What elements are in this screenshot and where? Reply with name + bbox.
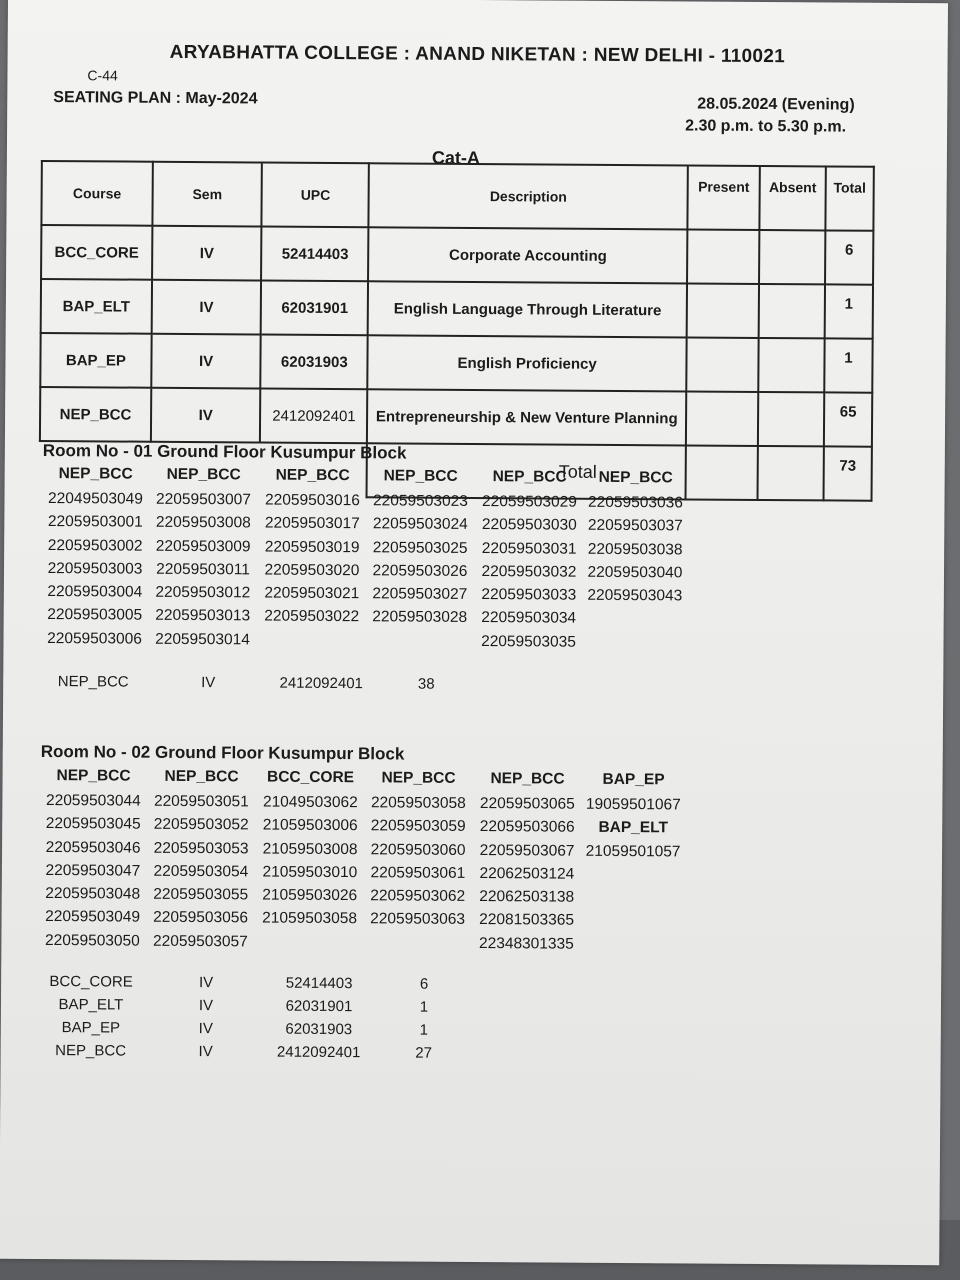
- roll-number: 22059503035: [481, 632, 576, 651]
- cell-absent: [758, 392, 824, 446]
- roll-number: 21059501057: [585, 842, 681, 861]
- roll-number: 22059503043: [587, 586, 683, 605]
- roll-number: 22059503026: [372, 562, 468, 580]
- room-summary-count: 38: [417, 675, 435, 693]
- roll-number: 21059503010: [262, 863, 358, 882]
- roll-number: 22059503013: [155, 607, 251, 625]
- roll-number: 22059503066: [479, 818, 575, 836]
- cell-present: [687, 283, 759, 338]
- roll-number: 22059503052: [153, 816, 249, 834]
- room-summary-sem: IV: [198, 1043, 213, 1061]
- roll-number: 21059503006: [262, 816, 358, 835]
- roll-number: 22059503016: [265, 491, 360, 510]
- cell-total: 6: [825, 230, 873, 284]
- cell-absent: [758, 338, 824, 392]
- summary-row: [41, 225, 873, 285]
- roll-number: 21059503026: [262, 886, 358, 905]
- summary-row: [41, 279, 873, 339]
- roll-number: 21049503062: [262, 793, 358, 812]
- cell-description: English Proficiency: [368, 335, 687, 391]
- roll-number: 22059503008: [155, 514, 251, 532]
- room-summary-course: NEP_BCC: [57, 673, 129, 691]
- roll-number: 22059503034: [481, 609, 577, 628]
- roll-number: 22059503044: [45, 792, 141, 810]
- room-summary-sem: IV: [198, 1020, 213, 1038]
- seat-column-header: BAP_EP: [602, 770, 665, 789]
- roll-number: 22059503047: [45, 861, 141, 880]
- room-summary-course: BAP_ELT: [58, 996, 124, 1014]
- roll-number: 22059503048: [45, 885, 141, 903]
- cell-course: BAP_ELT: [41, 279, 152, 334]
- total-absent: [758, 446, 824, 500]
- cell-present: [686, 391, 758, 446]
- seat-column-header: NEP_BCC: [383, 467, 458, 485]
- grand-total: 73: [823, 446, 871, 500]
- roll-number: 22059503045: [45, 815, 141, 833]
- cell-description: Entrepreneurship & New Venture Planning: [367, 389, 686, 445]
- roll-number: 22059503065: [479, 795, 575, 813]
- cell-present: [687, 229, 759, 284]
- seat-column-header: NEP_BCC: [598, 468, 673, 487]
- seat-column-header: NEP_BCC: [58, 465, 133, 483]
- roll-number: 22081503365: [479, 911, 575, 930]
- roll-number: 22059503012: [155, 583, 251, 602]
- roll-number: 22059503049: [45, 908, 141, 927]
- cell-absent: [759, 230, 825, 284]
- seat-column: [473, 468, 584, 654]
- roll-number: 22059503004: [47, 583, 143, 601]
- room-summary-count: 6: [419, 975, 429, 993]
- roll-number: 22059503001: [47, 513, 143, 531]
- cell-absent: [759, 284, 825, 338]
- col-header-total: Total: [825, 166, 873, 230]
- cell-present: [686, 337, 758, 392]
- roll-number: 22059503002: [47, 536, 143, 555]
- roll-number: 22348301335: [478, 934, 574, 953]
- roll-number: 22059503059: [370, 817, 466, 836]
- roll-number: 19059501067: [585, 795, 681, 814]
- seat-column-header: NEP_BCC: [492, 468, 567, 486]
- seat-column: [471, 770, 582, 956]
- col-header-sem: Sem: [152, 162, 262, 227]
- roll-number: 22059503062: [370, 887, 466, 906]
- room-1-title: Room No - 01 Ground Floor Kusumpur Block: [42, 440, 407, 463]
- cell-sem: IV: [151, 388, 261, 443]
- col-header-description: Description: [369, 163, 688, 229]
- roll-number: 22059503020: [264, 561, 360, 580]
- roll-number: 22062503138: [479, 888, 575, 906]
- seat-column: [365, 467, 476, 630]
- room-summary-course: BCC_CORE: [49, 973, 133, 991]
- col-header-upc: UPC: [262, 162, 369, 227]
- roll-number: 22059503027: [372, 585, 468, 604]
- roll-number: 22059503063: [370, 910, 466, 929]
- roll-number: 22049503049: [48, 490, 143, 508]
- seat-column-header: NEP_BCC: [490, 770, 565, 788]
- room-summary-course: BAP_EP: [61, 1019, 121, 1037]
- roll-number: 22059503011: [156, 560, 250, 579]
- room-2-summary: [40, 973, 641, 1077]
- roll-number: 22059503046: [45, 838, 141, 857]
- seat-column: [145, 768, 256, 954]
- seat-column-header: NEP_BCC: [275, 466, 350, 485]
- seat-column: [578, 771, 689, 864]
- roll-number: 22059503029: [482, 493, 577, 511]
- cell-sem: IV: [152, 280, 262, 335]
- exam-date: 28.05.2024 (Evening): [697, 95, 855, 114]
- seat-column: [255, 768, 366, 931]
- cell-course: NEP_BCC: [40, 387, 151, 442]
- roll-number: 22059503057: [152, 932, 248, 951]
- seat-column-header: NEP_BCC: [381, 769, 456, 787]
- room-summary-upc: 62031903: [285, 1020, 353, 1039]
- room-summary-upc: 62031901: [285, 997, 353, 1016]
- room-summary-count: 27: [415, 1044, 433, 1062]
- roll-number: 21059503008: [262, 840, 358, 858]
- roll-number: 22059503007: [156, 490, 251, 509]
- roll-number: 22059503031: [481, 539, 577, 558]
- roll-number: 22059503017: [264, 514, 360, 533]
- room-summary-sem: IV: [198, 997, 214, 1015]
- summary-row: [40, 387, 872, 447]
- seat-column-header: BCC_CORE: [267, 768, 355, 787]
- cell-upc: 2412092401: [260, 388, 367, 443]
- roll-number: 22059503005: [47, 606, 143, 625]
- roll-number: 22059503024: [372, 515, 468, 534]
- roll-number: 22062503124: [479, 864, 575, 883]
- seat-column: [37, 767, 148, 953]
- roll-number: 21059503058: [262, 910, 358, 928]
- seat-column: [257, 466, 368, 629]
- cell-total: 1: [825, 284, 873, 338]
- roll-number: 22059503050: [44, 931, 140, 950]
- cell-upc: 62031903: [261, 334, 368, 389]
- roll-number: 22059503014: [155, 630, 250, 649]
- cell-course: BCC_CORE: [41, 225, 152, 280]
- col-header-absent: Absent: [759, 166, 825, 230]
- cell-total: 65: [824, 392, 872, 446]
- roll-number: 22059503028: [372, 608, 468, 627]
- roll-number: 22059503037: [587, 517, 683, 535]
- seat-column: [39, 465, 150, 651]
- room-summary-course: NEP_BCC: [55, 1042, 127, 1060]
- roll-number: 22059503022: [264, 608, 360, 626]
- cell-description: Corporate Accounting: [368, 227, 687, 283]
- roll-number: 22059503019: [264, 538, 360, 556]
- roll-number: 22059503040: [587, 563, 683, 582]
- room-1-seating-grid: [39, 465, 740, 660]
- roll-number: 22059503036: [588, 493, 683, 512]
- roll-number: 22059503058: [370, 794, 466, 812]
- roll-number: 22059503009: [155, 537, 251, 556]
- roll-number: 22059503021: [264, 584, 360, 603]
- cell-total: 1: [824, 338, 872, 392]
- cell-sem: IV: [151, 334, 261, 389]
- cell-upc: 62031901: [261, 280, 368, 335]
- seat-column-header: NEP_BCC: [166, 465, 241, 484]
- college-name: ARYABHATTA COLLEGE : ANAND NIKETAN : NEW DELHI - 110021: [169, 41, 786, 68]
- room-summary-upc: 52414403: [285, 974, 353, 993]
- summary-row: [40, 333, 872, 393]
- cell-sem: IV: [152, 226, 262, 281]
- cell-course: BAP_EP: [40, 333, 151, 388]
- roll-number: 22059503055: [153, 885, 249, 904]
- seat-column-header: NEP_BCC: [164, 767, 239, 786]
- centre-code: C-44: [87, 67, 118, 84]
- col-header-present: Present: [688, 165, 760, 230]
- cell-upc: 52414403: [261, 226, 368, 281]
- roll-number: 22059503053: [153, 839, 249, 858]
- roll-number: 22059503003: [47, 559, 143, 578]
- seat-column: [147, 466, 258, 652]
- roll-number: 22059503006: [47, 629, 142, 648]
- roll-number: 22059503067: [479, 841, 575, 860]
- seat-column-header: NEP_BCC: [56, 767, 131, 785]
- room-summary-count: 1: [419, 1021, 429, 1039]
- roll-number: 22059503060: [370, 840, 466, 859]
- room-summary-upc: 2412092401: [276, 1043, 361, 1062]
- roll-number: 22059503030: [481, 516, 577, 534]
- seat-column: [362, 769, 473, 932]
- roll-number: 22059503033: [481, 586, 577, 604]
- roll-number: 22059503023: [373, 492, 468, 510]
- roll-number: 22059503032: [481, 562, 577, 581]
- seat-column: [580, 469, 691, 608]
- roll-number: 22059503051: [153, 792, 249, 811]
- roll-number: 22059503054: [153, 862, 249, 881]
- roll-number: 22059503061: [370, 864, 466, 882]
- roll-number: 22059503038: [587, 540, 683, 559]
- roll-number: 22059503025: [372, 538, 468, 557]
- room-summary-count: 1: [419, 998, 429, 1016]
- seat-column-header: BAP_ELT: [598, 819, 669, 837]
- total-label: Total: [558, 461, 597, 482]
- cell-description: English Language Through Literature: [368, 281, 687, 337]
- exam-time: 2.30 p.m. to 5.30 p.m.: [685, 117, 847, 136]
- roll-number: 22059503056: [153, 909, 249, 927]
- col-header-course: Course: [41, 161, 152, 226]
- room-summary-sem: IV: [198, 974, 214, 992]
- room-summary-upc: 2412092401: [279, 674, 364, 693]
- room-2-title: Room No - 02 Ground Floor Kusumpur Block: [40, 741, 405, 764]
- seating-plan-title: SEATING PLAN : May-2024: [53, 89, 258, 108]
- room-2-seating-grid: [37, 767, 738, 962]
- summary-header-row: [41, 161, 873, 231]
- room-summary-sem: IV: [201, 674, 216, 692]
- room-1-summary: [43, 673, 643, 707]
- category-label: Cat-A: [431, 147, 480, 169]
